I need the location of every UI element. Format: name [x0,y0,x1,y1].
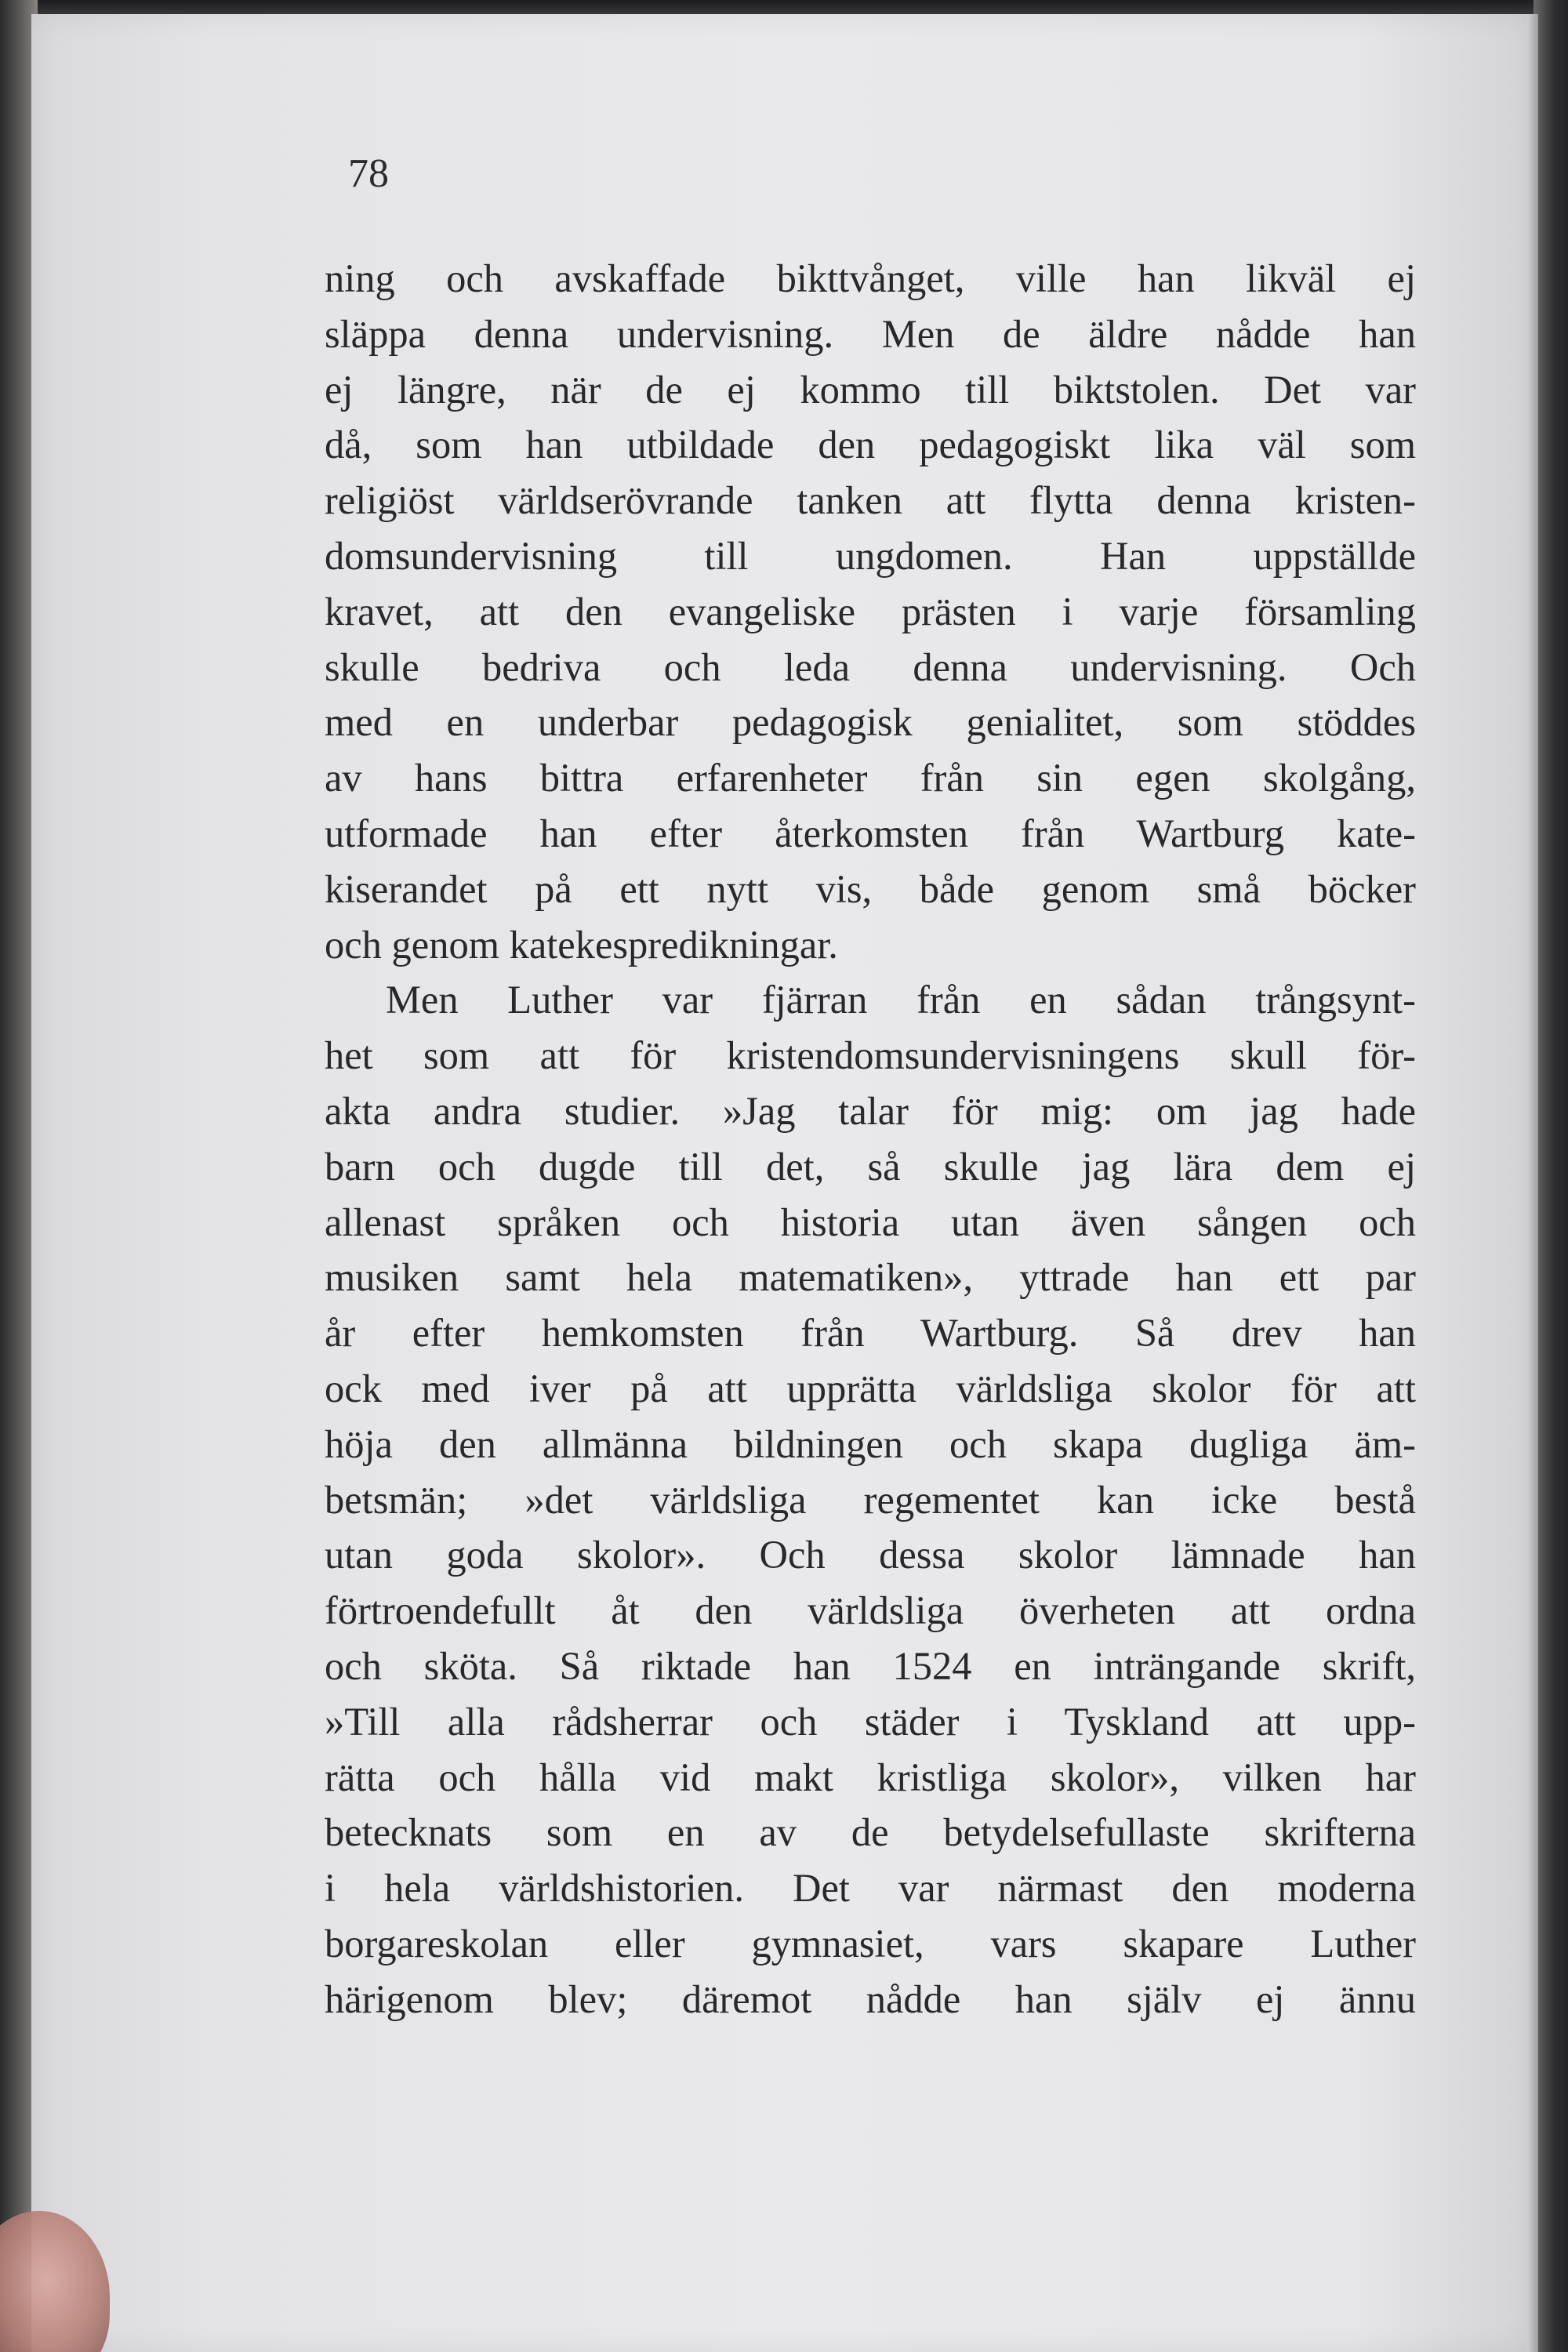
text-line: »Till alla rådsherrar och städer i Tyskland att upp- [325,1699,1416,1744]
text-line: skulle bedriva och leda denna undervisning. Och [325,644,1416,689]
text-line: höja den allmänna bildningen och skapa dugliga äm- [325,1421,1416,1466]
text-line: kravet, att den evangeliske prästen i varje församling [325,589,1416,633]
text-line: akta andra studier. »Jag talar för mig: om jag hade [325,1088,1416,1133]
text-line: het som att för kristendomsundervisningens skull för- [325,1033,1416,1078]
text-line: år efter hemkomsten från Wartburg. Så drev han [325,1311,1416,1356]
text-line: ock med iver på att upprätta världsliga skolor för att [325,1366,1416,1410]
text-line: av hans bittra erfarenheter från sin egen skolgång, [325,756,1416,800]
text-line: rätta och hålla vid makt kristliga skolor», vilken har [325,1755,1416,1799]
text-line: allenast språken och historia utan även sången och [325,1200,1416,1244]
text-line: i hela världshistorien. Det var närmast den moderna [325,1866,1416,1911]
text-line: släppa denna undervisning. Men de äldre nådde han [325,311,1416,356]
text-line: då, som han utbildade den pedagogiskt lika väl som [325,423,1416,467]
text-line: betecknats som en av de betydelsefullaste skrifterna [325,1810,1416,1855]
text-line: härigenom blev; däremot nådde han själv ej ännu [325,1976,1416,2021]
text-line: religiöst världserövrande tanken att flytta denna kristen- [325,478,1416,523]
text-line: domsundervisning till ungdomen. Han uppställde [325,533,1416,578]
text-line: borgareskolan eller gymnasiet, vars skapare Luther [325,1921,1416,1965]
text-line: kiserandet på ett nytt vis, både genom små böcker [325,866,1416,911]
page-edge-shadow [1527,14,1538,2352]
page-number: 78 [348,151,389,196]
text-line: ej längre, när de ej kommo till biktstolen. Det var [325,367,1416,412]
text-line: utformade han efter återkomsten från Wartburg kate- [325,811,1416,855]
body-text [325,251,1416,2027]
text-line: förtroendefullt åt den världsliga överheten att ordna [325,1588,1416,1633]
text-line: musiken samt hela matematiken», yttrade han ett par [325,1255,1416,1300]
text-line: betsmän; »det världsliga regementet kan icke bestå [325,1477,1416,1522]
text-line: med en underbar pedagogisk genialitet, som stöddes [325,700,1416,745]
text-line: utan goda skolor». Och dessa skolor lämnade han [325,1533,1416,1577]
text-line: och sköta. Så riktade han 1524 en inträngande skrift, [325,1643,1416,1688]
text-line: barn och dugde till det, så skulle jag lära dem ej [325,1144,1416,1189]
text-line: och genom katekespredikningar. [325,922,838,967]
book-cover-right-edge [1534,0,1568,2352]
text-line: Men Luther var fjärran från en sådan trångsynt- [386,978,1416,1022]
text-line: ning och avskaffade bikttvånget, ville han likväl ej [325,256,1416,300]
